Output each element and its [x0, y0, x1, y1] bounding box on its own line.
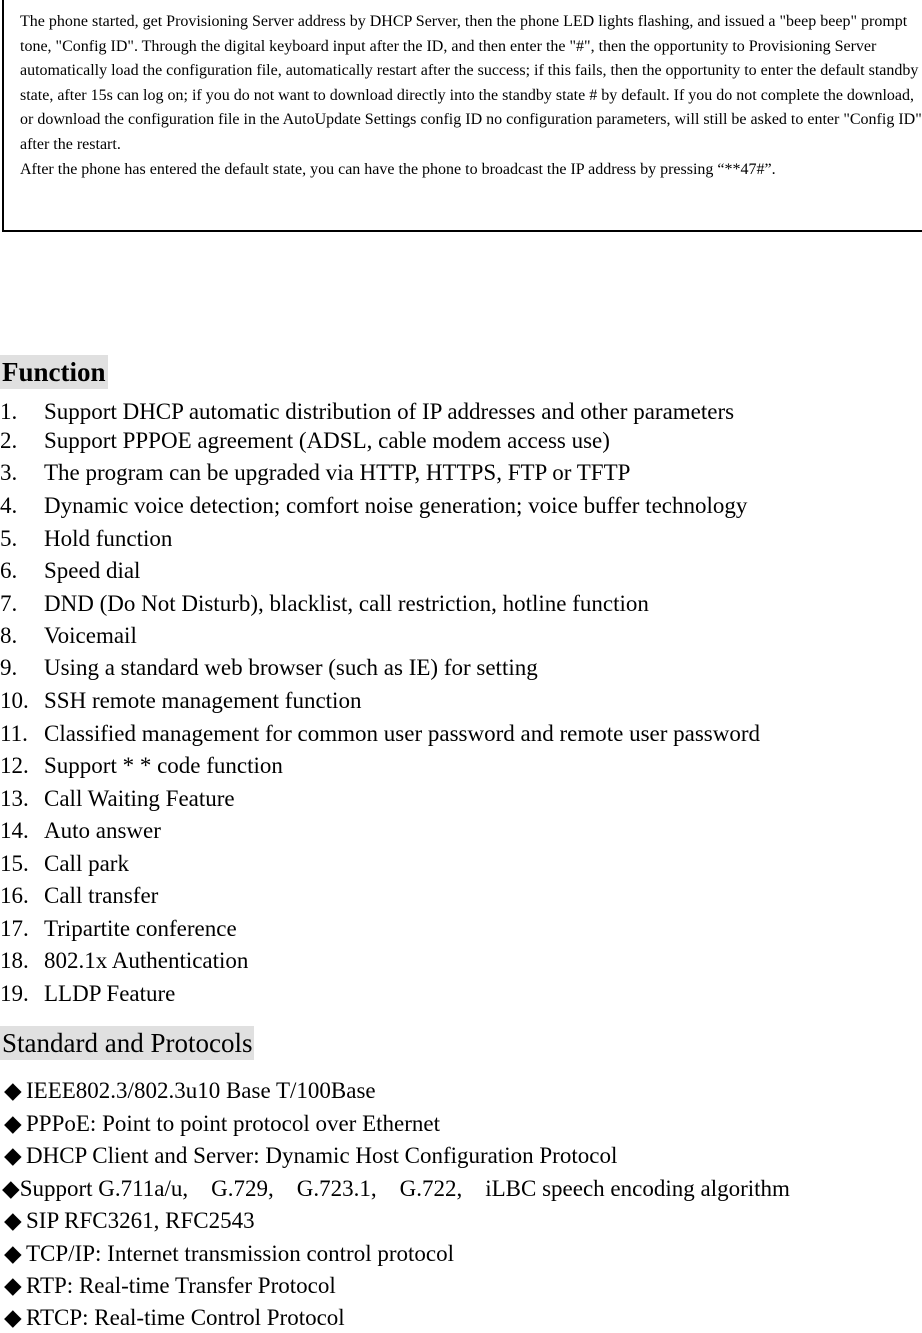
list-item: ◆ RTP: Real-time Transfer Protocol [4, 1271, 336, 1301]
function-heading: Function [2, 357, 106, 387]
provisioning-note-box [2, 0, 922, 232]
diamond-bullet-icon: ◆ [4, 1208, 22, 1233]
standards-heading: Standard and Protocols [2, 1028, 253, 1058]
diamond-bullet-icon: ◆ [2, 1176, 20, 1201]
diamond-bullet-icon: ◆ [4, 1143, 22, 1168]
list-item: ◆Support G.711a/u, G.729, G.723.1, G.722, iLBC speech encoding algorithm [2, 1176, 790, 1201]
list-item: ◆ SIP RFC3261, RFC2543 [4, 1206, 255, 1236]
diamond-bullet-icon: ◆ [4, 1078, 22, 1103]
list-item: ◆ TCP/IP: Internet transmission control protocol [4, 1239, 454, 1269]
list-item: ◆ PPPoE: Point to point protocol over Ethernet [4, 1109, 440, 1139]
diamond-bullet-icon: ◆ [4, 1111, 22, 1136]
list-item: ◆ IEEE802.3/802.3u10 Base T/100Base [4, 1076, 376, 1106]
diamond-bullet-icon: ◆ [4, 1273, 22, 1298]
note-paragraph: The phone started, get Provisioning Server address by DHCP Server, then the phone LED lights flashing, and issued a "beep beep" prompt tone, "Config ID". Through the digital keyboard input after the ID, and then enter the "#", then the opportunity to Provisioning Server automatically load the configuration file, automatically restart after the success; if this fails, then the opportunity to enter the default standby state, after 15s can log on; if you do not want to download directly into the standby state # by default. If you do not complete the download, or download the configuration file in the AutoUpdate Settings config ID no configuration parameters, will still be asked to enter "Config ID" after the restart. [20, 13, 922, 153]
list-item: ◆ DHCP Client and Server: Dynamic Host Configuration Protocol [4, 1141, 617, 1171]
diamond-bullet-icon: ◆ [4, 1241, 22, 1266]
diamond-bullet-icon: ◆ [4, 1305, 22, 1330]
note-paragraph: After the phone has entered the default state, you can have the phone to broadcast the IP address by pressing “**47#”. [20, 160, 776, 178]
list-item: ◆ RTCP: Real-time Control Protocol [4, 1303, 345, 1333]
